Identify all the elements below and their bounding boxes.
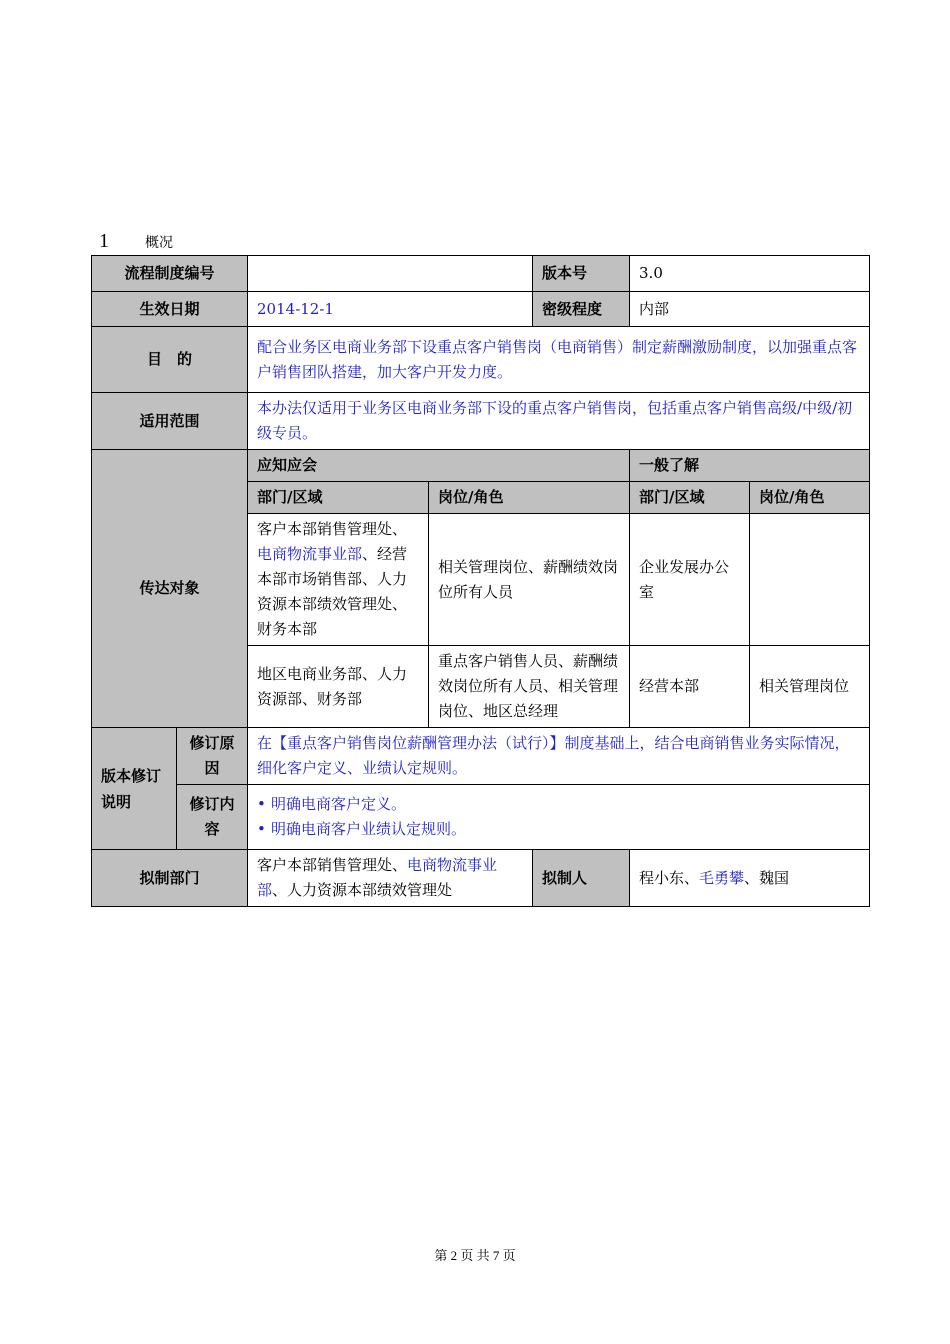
row1-dept bbox=[248, 514, 429, 646]
row-distribution-groups bbox=[92, 450, 870, 482]
secrecy-label: 密级程度 bbox=[533, 292, 630, 327]
scope-text: 本办法仅适用于业务区电商业务部下设的重点客户销售岗，包括重点客户销售高级/中级/初级专员。 bbox=[248, 393, 870, 450]
row1-general-dept: 企业发展办公室 bbox=[630, 514, 750, 646]
row-effective-date bbox=[92, 292, 870, 327]
row-doc-number bbox=[92, 256, 870, 292]
doc-number-value bbox=[248, 256, 533, 292]
drafting-dept-part1: 客户本部销售管理处、 bbox=[257, 856, 408, 874]
version-value: 3.0 bbox=[630, 256, 870, 292]
distribution-label: 传达对象 bbox=[92, 450, 248, 728]
secrecy-value: 内部 bbox=[630, 292, 870, 327]
drafting-dept-value bbox=[248, 850, 533, 907]
general-header: 一般了解 bbox=[630, 450, 870, 482]
purpose-text: 配合业务区电商业务部下设重点客户销售岗（电商销售）制定薪酬激励制度，以加强重点客户销售团队搭建，加大客户开发力度。 bbox=[248, 327, 870, 393]
row2-general-role: 相关管理岗位 bbox=[750, 646, 870, 728]
drafting-dept-part2: 电商物流事业部 bbox=[257, 856, 498, 899]
revision-content-cell bbox=[248, 785, 870, 850]
section-title: 概况 bbox=[145, 235, 173, 251]
section-number: 1 bbox=[99, 230, 109, 252]
revision-content-label: 修订内容 bbox=[177, 785, 248, 850]
must-know-role-header: 岗位/角色 bbox=[429, 482, 630, 514]
drafting-dept-label: 拟制部门 bbox=[92, 850, 248, 907]
drafter-part3: 、魏国 bbox=[744, 868, 790, 887]
row2-role: 重点客户销售人员、薪酬绩效岗位所有人员、相关管理岗位、地区总经理 bbox=[429, 646, 630, 728]
row-drafting bbox=[92, 850, 870, 907]
purpose-label: 目 的 bbox=[92, 327, 248, 393]
row-revision-reason bbox=[92, 728, 870, 785]
row1-general-role bbox=[750, 514, 870, 646]
doc-number-label: 流程制度编号 bbox=[92, 256, 248, 292]
revision-item: • 明确电商客户定义。 bbox=[257, 792, 860, 817]
version-label: 版本号 bbox=[533, 256, 630, 292]
row1-dept-part3: 、经营本部市场销售部、人力资源本部绩效管理处、财务本部 bbox=[257, 545, 408, 638]
row-purpose bbox=[92, 327, 870, 393]
row1-dept-part1: 客户本部销售管理处、 bbox=[257, 520, 408, 538]
drafter-value bbox=[630, 850, 870, 907]
row-revision-content bbox=[92, 785, 870, 850]
overview-table bbox=[91, 255, 870, 907]
section-heading bbox=[99, 230, 173, 254]
general-dept-header: 部门/区域 bbox=[630, 482, 750, 514]
row2-general-dept: 经营本部 bbox=[630, 646, 750, 728]
row2-dept: 地区电商业务部、人力资源部、财务部 bbox=[248, 646, 429, 728]
revision-reason-text: 在【重点客户销售岗位薪酬管理办法（试行）】制度基础上，结合电商销售业务实际情况，细化客户定义、业绩认定规则。 bbox=[248, 728, 870, 785]
drafting-dept-part3: 、人力资源本部绩效管理处 bbox=[272, 881, 453, 899]
effective-date-label: 生效日期 bbox=[92, 292, 248, 327]
page-footer: 第 2 页 共 7 页 bbox=[434, 1248, 516, 1263]
drafter-part2: 毛勇攀 bbox=[699, 868, 745, 887]
scope-label: 适用范围 bbox=[92, 393, 248, 450]
must-know-header: 应知应会 bbox=[248, 450, 630, 482]
general-role-header: 岗位/角色 bbox=[750, 482, 870, 514]
row1-dept-part2: 电商物流事业部 bbox=[257, 545, 363, 563]
revision-item: • 明确电商客户业绩认定规则。 bbox=[257, 817, 860, 842]
row-scope bbox=[92, 393, 870, 450]
row1-role: 相关管理岗位、薪酬绩效岗位所有人员 bbox=[429, 514, 630, 646]
effective-date-value: 2014-12-1 bbox=[248, 292, 533, 327]
drafter-label: 拟制人 bbox=[533, 850, 630, 907]
revision-reason-label: 修订原因 bbox=[177, 728, 248, 785]
revision-label: 版本修订说明 bbox=[92, 728, 177, 850]
revision-items bbox=[257, 792, 860, 842]
must-know-dept-header: 部门/区域 bbox=[248, 482, 429, 514]
drafter-part1: 程小东、 bbox=[639, 868, 700, 887]
